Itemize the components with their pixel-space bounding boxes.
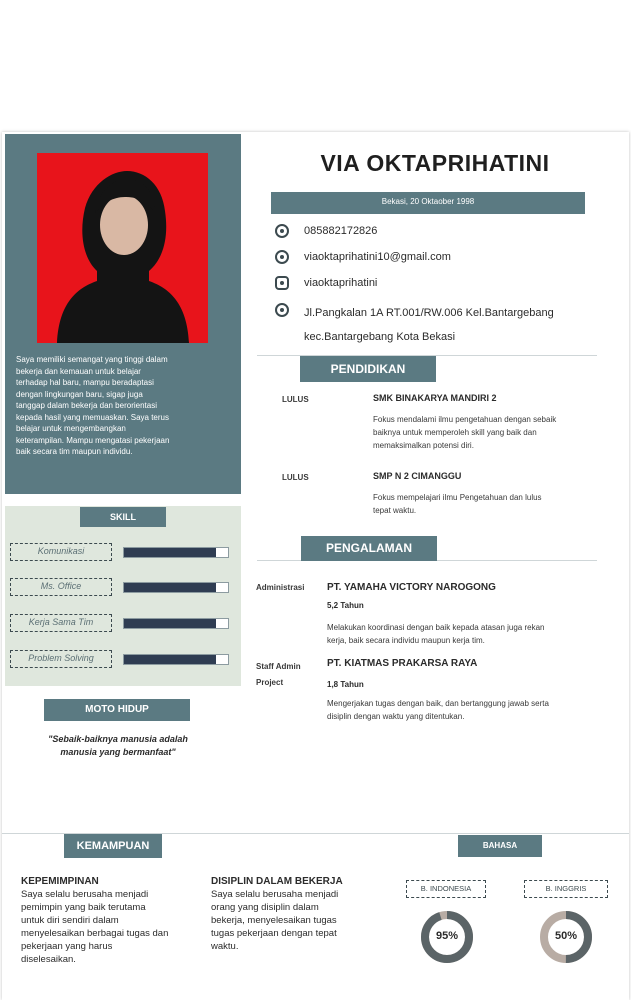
profile-line: tanggap dalam bekerja dan berorientasi	[16, 401, 157, 410]
job-duration: 1,8 Tahun	[327, 680, 364, 689]
address-line-1: Jl.Pangkalan 1A RT.001/RW.006 Kel.Bantargebang	[304, 307, 554, 319]
profile-line: keterampilan. Mampu mengatasi pekerjaan	[16, 435, 170, 445]
pengalaman-title: PENGALAMAN	[301, 536, 437, 561]
moto-line: "Sebaik-baiknya manusia adalah	[48, 734, 188, 744]
phone-number: 085882172826	[304, 225, 378, 237]
job-duration: 5,2 Tahun	[327, 601, 364, 610]
kemampuan-item-title: KEPEMIMPINAN	[21, 876, 99, 887]
edu-line: Fokus mempelajari ilmu Pengetahuan dan lulus	[373, 493, 542, 502]
edu-school: SMP N 2 CIMANGGU	[373, 471, 462, 481]
skill-bar	[123, 547, 229, 558]
moto-line: manusia yang bermanfaat"	[60, 747, 176, 757]
skill-bar	[123, 618, 229, 629]
instagram-handle: viaoktaprihatini	[304, 277, 378, 289]
kemampuan-line: Saya selalu berusaha menjadi	[211, 889, 339, 900]
instagram-icon	[275, 276, 289, 290]
skill-title: SKILL	[80, 507, 166, 527]
skill-bar-fill	[124, 583, 216, 592]
kemampuan-line: orang yang disiplin dalam	[211, 902, 319, 913]
edu-line: tepat waktu.	[373, 506, 417, 515]
kemampuan-title: KEMAMPUAN	[64, 834, 162, 858]
edu-line: baiknya untuk memperoleh skill yang baik dan	[373, 428, 537, 437]
skill-label: Komunikasi	[10, 543, 112, 561]
skill-bar	[123, 582, 229, 593]
kemampuan-line: Saya selalu berusaha menjadi	[21, 889, 149, 900]
skill-row	[0, 578, 240, 598]
skill-bar-fill	[124, 619, 216, 628]
moto-text	[20, 733, 216, 759]
edu-description	[373, 491, 621, 517]
address-line-2: kec.Bantargebang Kota Bekasi	[304, 331, 456, 343]
kemampuan-line: tugas pekerjaan dengan tepat	[211, 928, 337, 939]
profile-line: belajar untuk mengembangkan	[16, 424, 126, 433]
job-description	[327, 621, 599, 647]
edu-description	[373, 413, 621, 452]
full-name: VIA OKTAPRIHATINI	[320, 150, 550, 176]
job-description	[327, 697, 599, 723]
edu-school: SMK BINAKARYA MANDIRI 2	[373, 393, 497, 403]
skill-row	[0, 543, 240, 563]
language-label: B. INGGRIS	[524, 880, 608, 898]
profile-line: dengan lingkungan baru, sigap juga	[16, 389, 143, 399]
edu-line: Fokus mendalami ilmu pengetahuan dengan sebaik	[373, 415, 557, 424]
job-line: Melakukan koordinasi dengan baik kepada atasan juga rekan	[327, 623, 545, 632]
kemampuan-item	[211, 876, 391, 953]
language-label: B. INDONESIA	[406, 880, 486, 898]
language-percent: 95%	[435, 930, 459, 942]
skill-row	[0, 614, 240, 634]
email-address: viaoktaprihatini10@gmail.com	[304, 251, 451, 263]
moto-title: MOTO HIDUP	[44, 699, 190, 721]
skill-label: Ms. Office	[10, 578, 112, 596]
job-role: Administrasi	[256, 583, 305, 592]
job-role-line: Staff Admin	[256, 662, 301, 671]
job-company: PT. YAMAHA VICTORY NAROGONG	[327, 582, 496, 593]
edu-line: memaksimalkan potensi diri.	[373, 441, 474, 450]
location-pin-icon	[275, 303, 289, 317]
profile-line: kepada hasil yang memuaskan. Saya terus	[16, 412, 169, 422]
profile-line: baik secara tim maupun individu.	[16, 447, 133, 456]
bahasa-title: BAHASA	[458, 835, 542, 857]
edu-status: LULUS	[282, 395, 309, 404]
profile-text	[16, 354, 236, 458]
job-line: kerja, baik secara individu maupun kerja tim.	[327, 636, 485, 645]
whatsapp-icon	[275, 224, 289, 238]
kemampuan-item	[21, 876, 206, 966]
kemampuan-line: bekerja, menyelesaikan tugas	[211, 915, 337, 926]
job-role	[256, 659, 301, 691]
job-role-line: Project	[256, 678, 284, 687]
skill-row	[0, 650, 240, 670]
profile-line: bekerja dan kemauan untuk belajar	[16, 366, 141, 376]
skill-bar-fill	[124, 655, 216, 664]
kemampuan-line: pemimpin yang baik terutama	[21, 902, 146, 913]
kemampuan-line: pekerjaan yang harus	[21, 941, 113, 952]
kemampuan-line: menyelesaikan berbagai tugas dan	[21, 928, 169, 939]
pendidikan-title: PENDIDIKAN	[300, 356, 436, 382]
job-company: PT. KIATMAS PRAKARSA RAYA	[327, 658, 478, 669]
job-line: Mengerjakan tugas dengan baik, dan bertanggung jawab serta	[327, 699, 549, 708]
skill-bar-fill	[124, 548, 216, 557]
profile-photo	[37, 153, 208, 343]
skill-label: Problem Solving	[10, 650, 112, 668]
kemampuan-line: waktu.	[211, 941, 239, 952]
job-line: disiplin dengan waktu yang ditentukan.	[327, 712, 465, 721]
profile-line: terhadap hal baru, mampu beradaptasi	[16, 378, 154, 387]
kemampuan-line: untuk diri sendiri dalam	[21, 915, 119, 926]
profile-line: Saya memiliki semangat yang tinggi dalam	[16, 355, 168, 364]
edu-status: LULUS	[282, 473, 309, 482]
skill-label: Kerja Sama Tim	[10, 614, 112, 632]
birth-text: Bekasi, 20 Oktaober 1998	[381, 197, 475, 206]
kemampuan-line: diselesaikan.	[21, 954, 76, 965]
skill-bar	[123, 654, 229, 665]
kemampuan-item-title: DISIPLIN DALAM BEKERJA	[211, 876, 343, 887]
language-percent: 50%	[554, 930, 578, 942]
person-silhouette-icon	[37, 153, 208, 343]
email-icon	[275, 250, 289, 264]
